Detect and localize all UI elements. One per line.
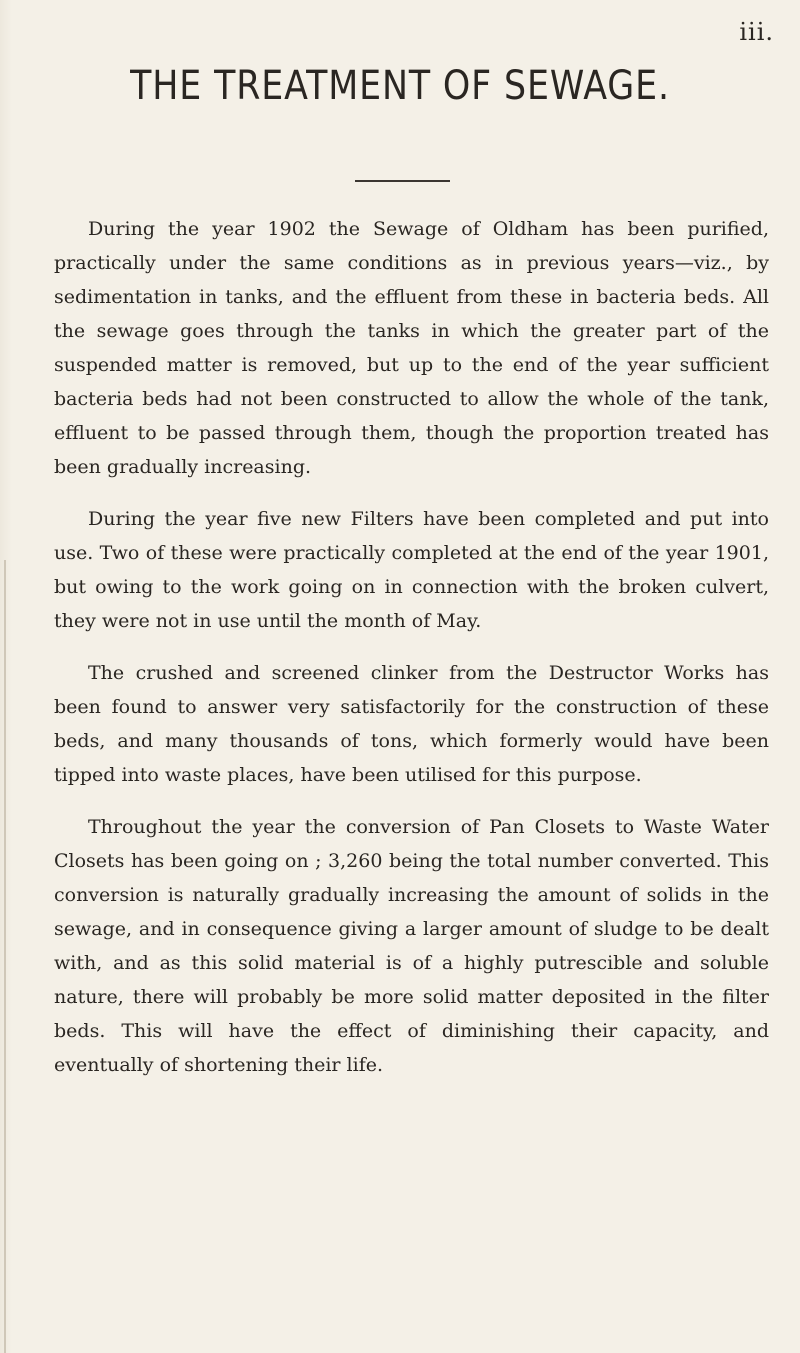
- page-number: iii.: [739, 18, 774, 46]
- paragraph-clinker: The crushed and screened clinker from the Destructor Works has been found to answer very satisfactorily for the construction of these beds, and many thousands of tons, which formerly would have been tipped into waste places, have been utilised for this purpose.: [54, 662, 769, 786]
- body-text: [54, 212, 769, 1100]
- page-title: THE TREATMENT OF SEWAGE.: [130, 63, 670, 109]
- title-divider: [355, 180, 450, 182]
- paragraph-new-filters: During the year five new Filters have been completed and put into use. Two of these were practically completed at the end of the year 1901, but owing to the work going on in connection with the broken culvert, they were not in use until the month of May.: [54, 508, 769, 632]
- paragraph-purification: During the year 1902 the Sewage of Oldham has been purified, practically under the same conditions as in previous years—viz., by sedimentation in tanks, and the effluent from these in bacteria beds. All the sewage goes through the tanks in which the greater part of the suspended matter is removed, but up to the end of the year sufficient bacteria beds had not been constructed to allow the whole of the tank, effluent to be passed through them, though the proportion treated has been gradually increasing.: [54, 218, 769, 478]
- page-edge-shadow: [4, 560, 6, 1353]
- paragraph-closet-conversion: Throughout the year the conversion of Pan Closets to Waste Water Closets has been going on ; 3,260 being the total number converted. This conversion is naturally gradually increasing the amount of solids in the sewage, and in consequence giving a larger amount of sludge to be dealt with, and as this solid material is of a highly putrescible and soluble nature, there will probably be more solid matter deposited in the filter beds. This will have the effect of diminishing their capacity, and eventually of shortening their life.: [54, 816, 769, 1076]
